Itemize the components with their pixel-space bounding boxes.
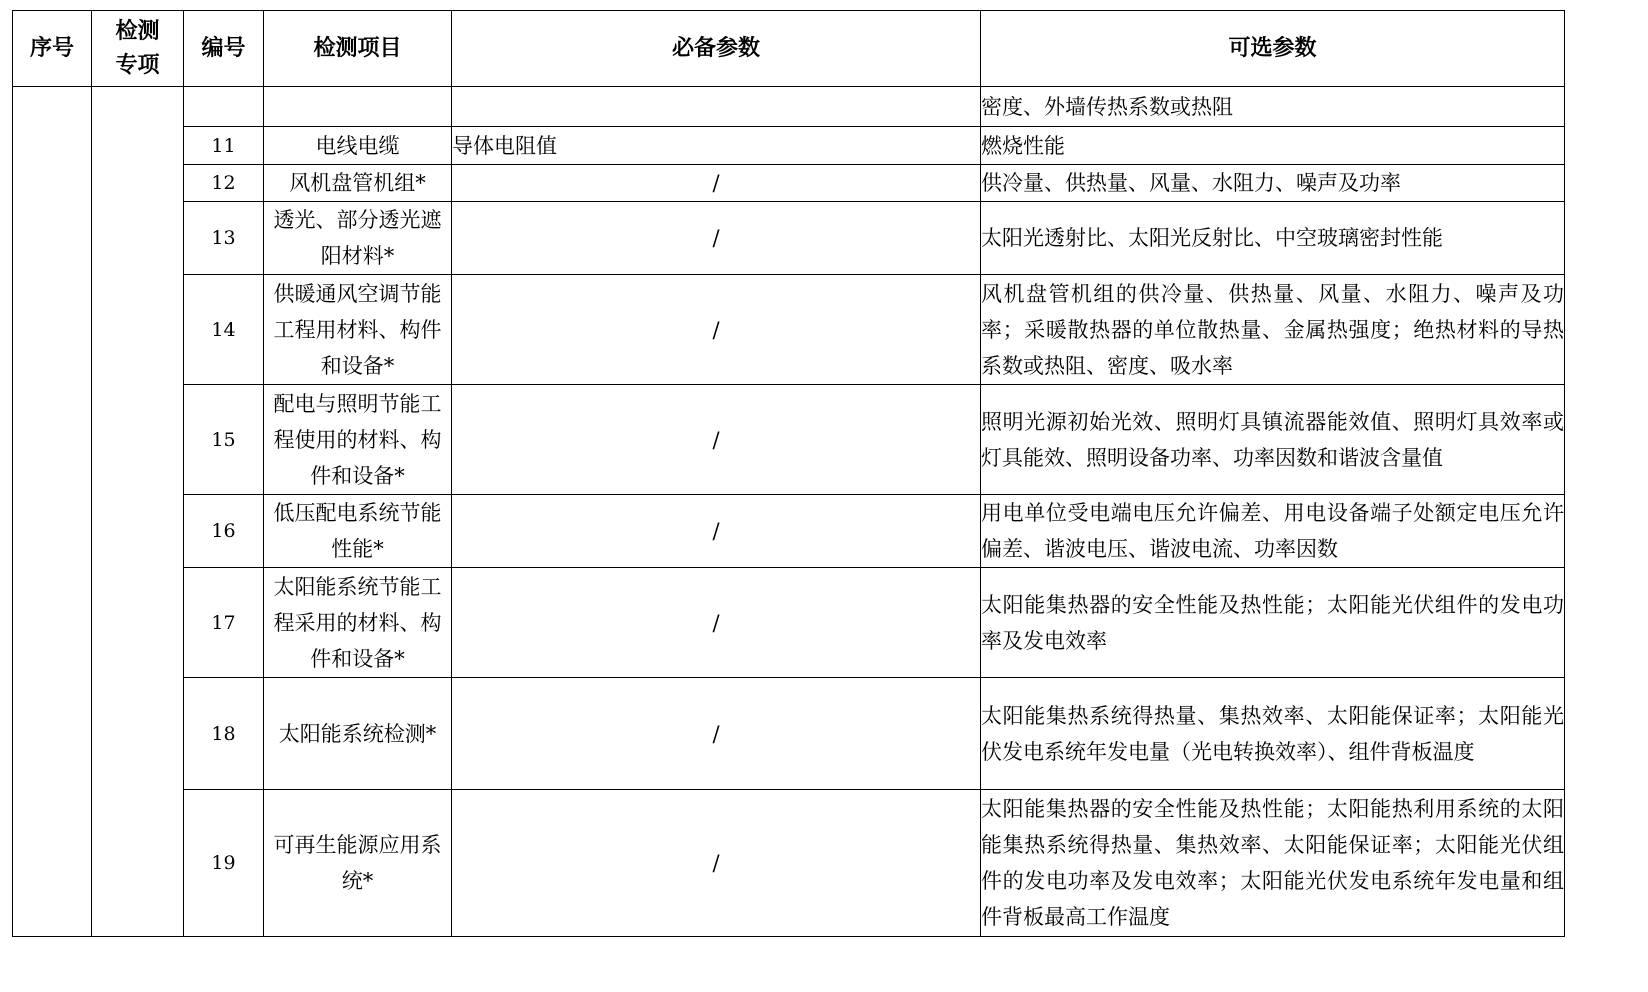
item-cell xyxy=(264,275,452,385)
optional-cell: 燃烧性能 xyxy=(981,127,1565,165)
optional-cell: 太阳能集热系统得热量、集热效率、太阳能保证率；太阳能光伏发电系统年发电量（光电转换效率）、组件背板温度 xyxy=(981,678,1565,790)
item-cell xyxy=(264,495,452,568)
item-cell: 风机盘管机组* xyxy=(264,165,452,202)
code-cell: 19 xyxy=(184,790,264,937)
header-row xyxy=(13,11,1565,87)
code-cell: 15 xyxy=(184,385,264,495)
header-required: 必备参数 xyxy=(452,11,981,87)
item-cell xyxy=(264,678,452,790)
code-cell: 12 xyxy=(184,165,264,202)
required-cell: / xyxy=(452,275,981,385)
table-row xyxy=(13,87,1565,127)
code-cell: 13 xyxy=(184,202,264,275)
item-text: 可再生能源应用系统* xyxy=(273,833,442,893)
required-cell: / xyxy=(452,495,981,568)
item-text: 低压配电系统节能性能* xyxy=(273,501,442,561)
category-cell xyxy=(92,87,184,937)
table-row xyxy=(13,385,1565,495)
optional-cell: 太阳能集热器的安全性能及热性能；太阳能热利用系统的太阳能集热系统得热量、集热效率、太阳能保证率；太阳能光伏组件的发电功率及发电效率；太阳能光伏发电系统年发电量和组件背板最高工作温度 xyxy=(981,790,1565,937)
optional-cell: 供冷量、供热量、风量、水阻力、噪声及功率 xyxy=(981,165,1565,202)
table-row xyxy=(13,127,1565,165)
optional-cell: 太阳光透射比、太阳光反射比、中空玻璃密封性能 xyxy=(981,202,1565,275)
item-text: 太阳能系统节能工程采用的材料、构件和设备* xyxy=(273,574,442,671)
header-optional: 可选参数 xyxy=(981,11,1565,87)
code-cell xyxy=(184,87,264,127)
table-row xyxy=(13,202,1565,275)
required-cell: / xyxy=(452,790,981,937)
code-cell: 18 xyxy=(184,678,264,790)
header-seq: 序号 xyxy=(13,11,92,87)
optional-cell: 用电单位受电端电压允许偏差、用电设备端子处额定电压允许偏差、谐波电压、谐波电流、功率因数 xyxy=(981,495,1565,568)
optional-cell: 密度、外墙传热系数或热阻 xyxy=(981,87,1565,127)
item-cell: 电线电缆 xyxy=(264,127,452,165)
code-cell: 16 xyxy=(184,495,264,568)
required-cell: / xyxy=(452,568,981,678)
table-row xyxy=(13,495,1565,568)
item-text: 太阳能系统检测* xyxy=(278,721,437,746)
table-row xyxy=(13,568,1565,678)
seq-cell xyxy=(13,87,92,937)
required-cell: / xyxy=(452,202,981,275)
optional-cell: 照明光源初始光效、照明灯具镇流器能效值、照明灯具效率或灯具能效、照明设备功率、功率因数和谐波含量值 xyxy=(981,385,1565,495)
header-code: 编号 xyxy=(184,11,264,87)
required-cell xyxy=(452,87,981,127)
optional-cell: 风机盘管机组的供冷量、供热量、风量、水阻力、噪声及功率；采暖散热器的单位散热量、金属热强度；绝热材料的导热系数或热阻、密度、吸水率 xyxy=(981,275,1565,385)
item-cell xyxy=(264,202,452,275)
code-cell: 17 xyxy=(184,568,264,678)
item-cell xyxy=(264,87,452,127)
required-cell: / xyxy=(452,165,981,202)
optional-cell: 太阳能集热器的安全性能及热性能；太阳能光伏组件的发电功率及发电效率 xyxy=(981,568,1565,678)
item-cell xyxy=(264,568,452,678)
header-item: 检测项目 xyxy=(264,11,452,87)
table-row xyxy=(13,165,1565,202)
required-cell: / xyxy=(452,678,981,790)
table-row xyxy=(13,790,1565,937)
item-text: 供暖通风空调节能工程用材料、构件和设备* xyxy=(273,281,442,378)
header-category xyxy=(92,11,184,87)
table-row xyxy=(13,678,1565,790)
item-cell xyxy=(264,790,452,937)
parameter-table xyxy=(12,10,1565,937)
table-row xyxy=(13,275,1565,385)
required-cell: / xyxy=(452,385,981,495)
code-cell: 14 xyxy=(184,275,264,385)
item-text: 透光、部分透光遮阳材料* xyxy=(273,208,442,268)
item-cell xyxy=(264,385,452,495)
item-text: 配电与照明节能工程使用的材料、构件和设备* xyxy=(273,391,442,488)
header-category-text: 检测专项 xyxy=(115,18,160,78)
code-cell: 11 xyxy=(184,127,264,165)
required-cell: 导体电阻值 xyxy=(452,127,981,165)
